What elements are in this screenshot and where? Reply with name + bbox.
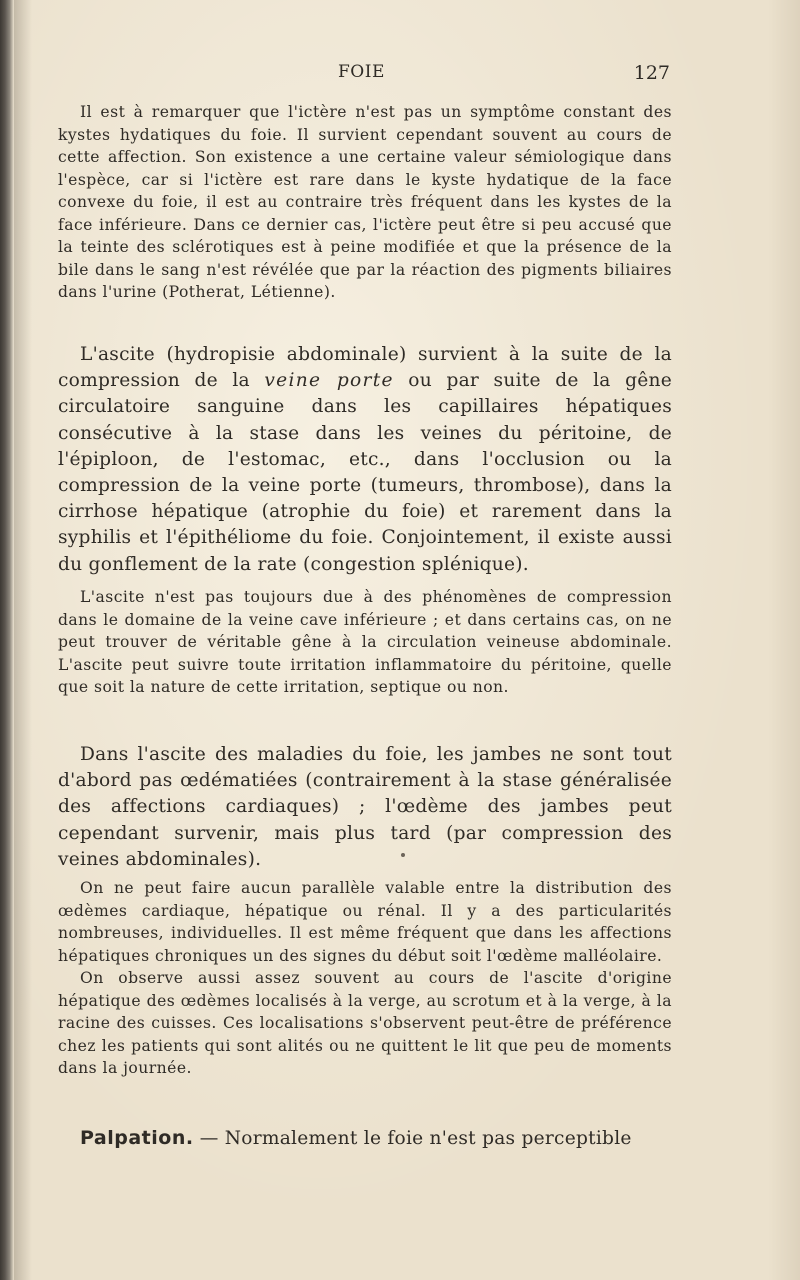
section-heading-palpation: Palpation. (80, 1127, 194, 1149)
text-run: L'ascite (hydropisie abdominale) survient à la suite de la compression de la (58, 344, 672, 392)
emphasis-veine-porte: veine porte (264, 370, 394, 392)
paragraph-text (58, 1125, 672, 1152)
paragraph-text (58, 342, 672, 578)
page-header (58, 60, 672, 90)
paragraph-palpation (58, 1125, 672, 1152)
paragraph-ascites (58, 342, 672, 578)
page-number: 127 (633, 62, 670, 84)
paragraph-ascites-causes (58, 586, 672, 699)
paragraph-text: On observe aussi assez souvent au cours de l'ascite d'origine hépatique des œdèmes localisés à la verge, au scrotum et à la verge, à la racine des cuisses. Ces localisations s'observent peut-être de préférence chez les patients qui sont alités ou ne quittent le lit que peu de moments dans la journée. (58, 969, 672, 1077)
paragraph-text: Il est à remarquer que l'ictère n'est pas un symptôme constant des kystes hydatiques du foie. Il survient cependant souvent au cours de cette affection. Son existence a une certaine valeur sémiologique dans l'espèce, car si l'ictère est rare dans le kyste hydatique de la face convexe du foie, il est au contraire très fréquent dans les kystes de la face inférieure. Dans ce dernier cas, l'ictère peut être si peu accusé que la teinte des sclérotiques est à peine modifiée et que la présence de la bile dans le sang n'est révélée que par la réaction des pigments biliaires dans l'urine (Potherat, Létienne). (58, 103, 672, 301)
paragraph-text: Dans l'ascite des maladies du foie, les jambes ne sont tout d'abord pas œdématiées (contrairement à la stase généralisée des affections cardiaques) ; l'œdème des jambes peut cependant survenir, mais plus tard (par compression des veines abdominales). (58, 744, 672, 870)
book-binding-edge (0, 0, 14, 1280)
gutter-shadow (14, 0, 32, 1280)
text-run: — Normalement le foie n'est pas perceptible (193, 1128, 632, 1149)
paragraph-icterus (58, 101, 672, 304)
text-run: ou par suite de la gêne circulatoire sanguine dans les capillaires hépatiques consécutive à la stase dans les veines du péritoine, de l'épiploon, de l'estomac, etc., dans l'occlusion ou la compression de la veine porte (tumeurs, thrombose), dans la cirrhose hépatique (atrophie du foie) et rarement dans la syphilis et l'épithéliome du foie. Conjointement, il existe aussi du gonflement de la rate (congestion splénique). (58, 370, 673, 575)
running-title: FOIE (338, 62, 385, 82)
paragraph-leg-oedema (58, 742, 672, 873)
paragraph-oedema-distribution (58, 877, 672, 1080)
paragraph-text: On ne peut faire aucun parallèle valable entre la distribution des œdèmes cardiaque, hépatique ou rénal. Il y a des particularités nombreuses, individuelles. Il est même fréquent que dans les affections hépatiques chroniques un des signes du début soit l'œdème malléolaire. (58, 879, 672, 965)
paragraph-text: L'ascite n'est pas toujours due à des phénomènes de compression dans le domaine de la veine cave inférieure ; et dans certains cas, on ne peut trouver de véritable gêne à la circulation veineuse abdominale. L'ascite peut suivre toute irritation inflammatoire du péritoine, quelle que soit la nature de cette irritation, septique ou non. (58, 588, 672, 696)
